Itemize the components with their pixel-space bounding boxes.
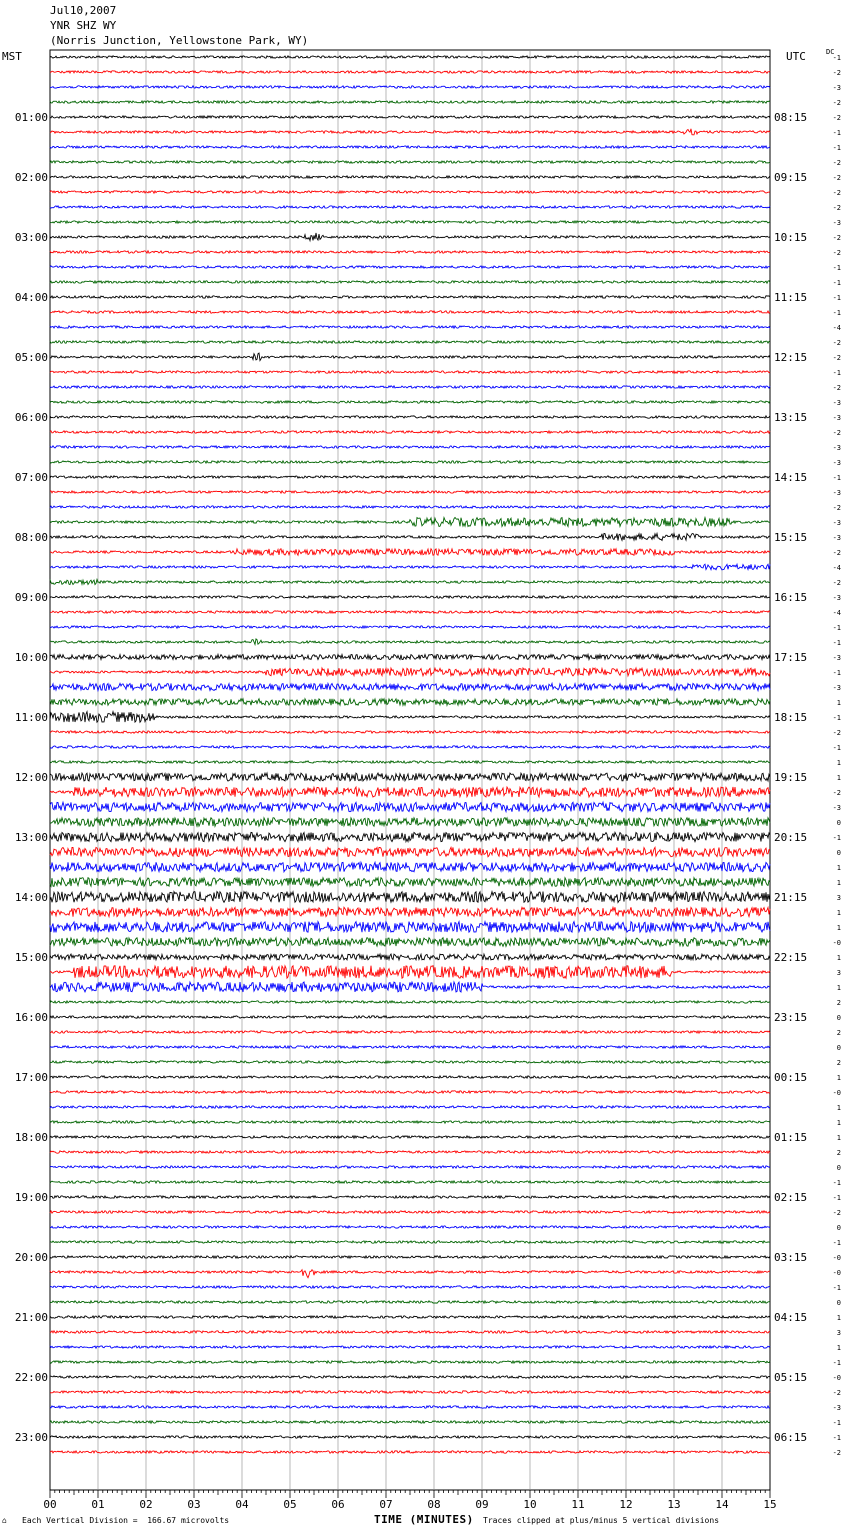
dc-offset-label: -0 (832, 1374, 841, 1382)
dc-offset-label: -2 (832, 579, 841, 587)
dc-offset-label: -3 (832, 1404, 841, 1412)
dc-offset-label: 1 (836, 909, 841, 917)
dc-offset-label: 1 (836, 774, 841, 782)
traces (50, 56, 770, 1453)
trace-row (50, 1406, 770, 1408)
trace-row (50, 1196, 770, 1198)
dc-offset-label: -4 (832, 564, 841, 572)
right-axis-title: UTC (786, 50, 806, 63)
dc-offset-label: -2 (832, 354, 841, 362)
trace-row (50, 818, 770, 827)
trace-row (50, 731, 770, 733)
dc-offset-label: 2 (836, 1029, 841, 1037)
trace-row (50, 129, 770, 135)
utc-hour-label: 11:15 (774, 291, 808, 304)
trace-row (50, 1001, 770, 1003)
dc-offset-label: -2 (832, 204, 841, 212)
trace-row (50, 892, 770, 903)
trace-row (50, 773, 770, 781)
trace-row (50, 847, 770, 856)
dc-offset-label: 0 (836, 1164, 841, 1172)
utc-hour-label: 00:15 (774, 1071, 808, 1084)
trace-row (50, 491, 770, 493)
mst-hour-label: 06:00 (14, 411, 48, 424)
dc-offset-label: -2 (832, 1209, 841, 1217)
trace-row (50, 1211, 770, 1213)
dc-offset-label: -1 (832, 639, 841, 647)
dc-offset-label: 1 (836, 1344, 841, 1352)
plot-frame (50, 50, 770, 1490)
trace-row (50, 580, 770, 585)
x-tick-label: 05 (283, 1498, 297, 1511)
dc-offset-label: -2 (832, 114, 841, 122)
dc-offset-label: -2 (832, 729, 841, 737)
dc-offset-label: 0 (836, 849, 841, 857)
mst-hour-label: 11:00 (14, 711, 48, 724)
dc-offset-label: -2 (832, 339, 841, 347)
mst-hour-label: 23:00 (14, 1431, 48, 1444)
x-tick-label: 10 (523, 1498, 537, 1511)
x-tick-label: 14 (715, 1498, 729, 1511)
trace-row (50, 401, 770, 403)
trace-row (50, 506, 770, 508)
dc-offset-label: -1 (832, 129, 841, 137)
trace-row (50, 311, 770, 313)
mst-hour-label: 19:00 (14, 1191, 48, 1204)
dc-offset-label: 1 (836, 1119, 841, 1127)
mst-hour-label: 17:00 (14, 1071, 48, 1084)
trace-row (50, 668, 770, 676)
trace-row (50, 1256, 770, 1258)
trace-row (50, 1376, 770, 1378)
utc-hour-label: 10:15 (774, 231, 808, 244)
trace-row (50, 1091, 770, 1093)
mst-hour-label: 10:00 (14, 651, 48, 664)
utc-hour-label: 22:15 (774, 951, 808, 964)
utc-hour-label: 14:15 (774, 471, 808, 484)
trace-row (50, 296, 770, 298)
trace-row (50, 1016, 770, 1018)
mst-hour-label: 05:00 (14, 351, 48, 364)
dc-offset-label: -1 (832, 1284, 841, 1292)
dc-offset-label: 3 (836, 894, 841, 902)
trace-row (50, 878, 770, 887)
dc-offset-label: -1 (832, 744, 841, 752)
dc-offset-label: -1 (832, 1179, 841, 1187)
dc-offset-label: -3 (832, 459, 841, 467)
trace-row (50, 549, 770, 555)
dc-offset-label: 0 (836, 1014, 841, 1022)
trace-row (50, 596, 770, 598)
dc-offset-label: -3 (832, 594, 841, 602)
utc-hour-label: 18:15 (774, 711, 808, 724)
trace-row (50, 518, 770, 527)
trace-row (50, 1346, 770, 1348)
x-tick-label: 11 (571, 1498, 585, 1511)
trace-row (50, 683, 770, 690)
dc-offset-label: -0 (832, 1254, 841, 1262)
trace-row (50, 1270, 770, 1278)
trace-row (50, 206, 770, 208)
dc-offset-label: -3 (832, 684, 841, 692)
trace-row (50, 862, 770, 871)
trace-row (50, 1331, 770, 1333)
dc-offset-label: 0 (836, 1299, 841, 1307)
footer-scale: Each Vertical Division = 166.67 microvolts (22, 1516, 230, 1525)
trace-row (50, 1241, 770, 1243)
dc-offset-label: -1 (832, 1239, 841, 1247)
utc-hour-label: 03:15 (774, 1251, 808, 1264)
x-tick-label: 03 (187, 1498, 201, 1511)
trace-row (50, 176, 770, 178)
trace-row (50, 746, 770, 748)
dc-offset-label: 1 (836, 864, 841, 872)
x-tick-label: 08 (427, 1498, 441, 1511)
dc-offset-label: 0 (836, 819, 841, 827)
trace-row (50, 1106, 770, 1108)
x-tick-label: 00 (43, 1498, 57, 1511)
dc-offset-label: -1 (832, 1419, 841, 1427)
utc-hour-label: 08:15 (774, 111, 808, 124)
dc-offset-label: -1 (832, 1194, 841, 1202)
trace-row (50, 982, 770, 992)
dc-offset-label: -1 (832, 309, 841, 317)
trace-row (50, 1361, 770, 1363)
trace-row (50, 266, 770, 268)
utc-hour-label: 13:15 (774, 411, 808, 424)
dc-offset-label: -4 (832, 609, 841, 617)
dc-offset-label: -3 (832, 489, 841, 497)
trace-row (50, 1181, 770, 1183)
dc-offset-label: -2 (832, 504, 841, 512)
dc-offset-label: -3 (832, 84, 841, 92)
dc-offset-label: 1 (836, 954, 841, 962)
labels (15, 54, 841, 1511)
utc-hour-label: 20:15 (774, 831, 808, 844)
dc-offset-label: -1 (832, 714, 841, 722)
trace-row (50, 416, 770, 418)
dc-offset-label: 2 (836, 999, 841, 1007)
dc-offset-label: -1 (832, 369, 841, 377)
dc-offset-label: -2 (832, 234, 841, 242)
trace-row (50, 1421, 770, 1423)
dc-offset-label: 2 (836, 1059, 841, 1067)
trace-row (50, 1151, 770, 1153)
dc-offset-label: -1 (832, 1434, 841, 1442)
dc-offset-label: -3 (832, 219, 841, 227)
trace-row (50, 251, 770, 253)
dc-offset-label: -3 (832, 414, 841, 422)
chart-location: (Norris Junction, Yellowstone Park, WY) (50, 34, 309, 47)
trace-row (50, 101, 770, 103)
footer-marker: ⌂ (2, 1516, 7, 1525)
utc-hour-label: 16:15 (774, 591, 808, 604)
dc-offset-label: -2 (832, 384, 841, 392)
chart-date: Jul10,2007 (50, 4, 117, 17)
utc-hour-label: 23:15 (774, 1011, 808, 1024)
dc-offset-label: -0 (832, 1269, 841, 1277)
trace-row (50, 787, 770, 797)
dc-offset-label: -2 (832, 174, 841, 182)
trace-row (50, 341, 770, 343)
dc-title: DC (826, 48, 835, 56)
dc-offset-label: -2 (832, 1389, 841, 1397)
trace-row (50, 1286, 770, 1288)
utc-hour-label: 19:15 (774, 771, 808, 784)
trace-row (50, 1031, 770, 1033)
trace-row (50, 233, 770, 241)
trace-row (50, 476, 770, 478)
dc-offset-label: 1 (836, 924, 841, 932)
dc-offset-label: 1 (836, 1134, 841, 1142)
utc-hour-label: 17:15 (774, 651, 808, 664)
trace-row (50, 1226, 770, 1228)
utc-hour-label: 09:15 (774, 171, 808, 184)
dc-offset-label: -1 (832, 279, 841, 287)
dc-offset-label: 1 (836, 759, 841, 767)
trace-row (50, 1451, 770, 1453)
mst-hour-label: 04:00 (14, 291, 48, 304)
dc-offset-label: 1 (836, 1104, 841, 1112)
dc-offset-label: 0 (836, 1224, 841, 1232)
x-tick-label: 01 (91, 1498, 105, 1511)
trace-row (50, 1391, 770, 1393)
mst-hour-label: 01:00 (14, 111, 48, 124)
dc-offset-label: -3 (832, 519, 841, 527)
utc-hour-label: 01:15 (774, 1131, 808, 1144)
x-tick-label: 09 (475, 1498, 489, 1511)
dc-offset-label: -2 (832, 189, 841, 197)
dc-offset-label: -1 (832, 474, 841, 482)
x-tick-label: 06 (331, 1498, 345, 1511)
trace-row (50, 938, 770, 947)
dc-offset-label: -2 (832, 549, 841, 557)
dc-offset-label: -0 (832, 1089, 841, 1097)
mst-hour-label: 08:00 (14, 531, 48, 544)
utc-hour-label: 06:15 (774, 1431, 808, 1444)
utc-hour-label: 21:15 (774, 891, 808, 904)
trace-row (50, 281, 770, 283)
mst-hour-label: 18:00 (14, 1131, 48, 1144)
utc-hour-label: 05:15 (774, 1371, 808, 1384)
dc-offset-label: -3 (832, 534, 841, 542)
trace-row (50, 1301, 770, 1303)
trace-row (50, 611, 770, 613)
dc-offset-label: 3 (836, 1329, 841, 1337)
mst-hour-label: 09:00 (14, 591, 48, 604)
dc-offset-label: -1 (832, 294, 841, 302)
utc-hour-label: 12:15 (774, 351, 808, 364)
dc-offset-label: -4 (832, 324, 841, 332)
trace-row (50, 386, 770, 388)
dc-offset-label: -3 (832, 804, 841, 812)
utc-hour-label: 04:15 (774, 1311, 808, 1324)
trace-row (50, 86, 770, 88)
dc-offset-label: -1 (832, 1359, 841, 1367)
trace-row (50, 1166, 770, 1168)
dc-offset-label: 1 (836, 1074, 841, 1082)
mst-hour-label: 07:00 (14, 471, 48, 484)
trace-row (50, 161, 770, 163)
x-tick-label: 04 (235, 1498, 249, 1511)
dc-offset-label: 0 (836, 1044, 841, 1052)
dc-offset-label: 3 (836, 969, 841, 977)
mst-hour-label: 20:00 (14, 1251, 48, 1264)
trace-row (50, 1121, 770, 1123)
dc-offset-label: -2 (832, 159, 841, 167)
trace-row (50, 371, 770, 373)
dc-offset-label: -2 (832, 429, 841, 437)
trace-row (50, 761, 770, 763)
trace-row (50, 699, 770, 705)
trace-row (50, 954, 770, 960)
dc-offset-label: -2 (832, 789, 841, 797)
trace-row (50, 922, 770, 933)
utc-hour-label: 15:15 (774, 531, 808, 544)
trace-row (50, 626, 770, 628)
dc-offset-label: -1 (832, 264, 841, 272)
trace-row (50, 56, 770, 58)
dc-offset-label: -2 (832, 249, 841, 257)
dc-offset-label: -3 (832, 444, 841, 452)
trace-row (50, 116, 770, 118)
trace-row (50, 146, 770, 148)
x-tick-label: 07 (379, 1498, 393, 1511)
dc-offset-label: -0 (832, 939, 841, 947)
trace-row (50, 71, 770, 73)
trace-row (50, 533, 770, 540)
trace-row (50, 1076, 770, 1078)
dc-offset-label: -2 (832, 69, 841, 77)
dc-offset-label: -2 (832, 1449, 841, 1457)
x-tick-label: 13 (667, 1498, 681, 1511)
trace-row (50, 353, 770, 360)
dc-offset-label: -1 (832, 834, 841, 842)
trace-row (50, 802, 770, 811)
dc-offset-label: -1 (832, 669, 841, 677)
dc-offset-label: -1 (832, 54, 841, 62)
trace-row (50, 326, 770, 328)
trace-row (50, 1136, 770, 1138)
mst-hour-label: 13:00 (14, 831, 48, 844)
dc-offset-label: 1 (836, 984, 841, 992)
chart-station: YNR SHZ WY (50, 19, 117, 32)
dc-offset-label: -3 (832, 654, 841, 662)
mst-hour-label: 15:00 (14, 951, 48, 964)
x-tick-label: 02 (139, 1498, 153, 1511)
trace-row (50, 191, 770, 193)
dc-offset-label: -3 (832, 399, 841, 407)
mst-hour-label: 12:00 (14, 771, 48, 784)
dc-offset-label: 1 (836, 1314, 841, 1322)
trace-row (50, 712, 770, 723)
trace-row (50, 966, 770, 979)
trace-row (50, 461, 770, 463)
x-axis-title: TIME (MINUTES) (374, 1513, 474, 1526)
left-axis-title: MST (2, 50, 22, 63)
trace-row (50, 1316, 770, 1318)
dc-offset-label: -1 (832, 624, 841, 632)
trace-row (50, 431, 770, 433)
trace-row (50, 639, 770, 645)
trace-row (50, 832, 770, 841)
footer-clip-note: Traces clipped at plus/minus 5 vertical divisions (483, 1516, 720, 1525)
trace-row (50, 221, 770, 223)
utc-hour-label: 02:15 (774, 1191, 808, 1204)
trace-row (50, 564, 770, 570)
trace-row (50, 1061, 770, 1063)
trace-row (50, 1436, 770, 1438)
mst-hour-label: 22:00 (14, 1371, 48, 1384)
trace-row (50, 446, 770, 448)
mst-hour-label: 14:00 (14, 891, 48, 904)
x-tick-label: 15 (763, 1498, 777, 1511)
trace-row (50, 907, 770, 916)
dc-offset-label: 1 (836, 879, 841, 887)
trace-row (50, 1046, 770, 1048)
x-tick-label: 12 (619, 1498, 633, 1511)
mst-hour-label: 16:00 (14, 1011, 48, 1024)
dc-offset-label: 2 (836, 1149, 841, 1157)
mst-hour-label: 03:00 (14, 231, 48, 244)
dc-offset-label: -1 (832, 144, 841, 152)
dc-offset-label: -2 (832, 99, 841, 107)
mst-hour-label: 02:00 (14, 171, 48, 184)
dc-offset-label: 1 (836, 699, 841, 707)
mst-hour-label: 21:00 (14, 1311, 48, 1324)
trace-row (50, 655, 770, 660)
